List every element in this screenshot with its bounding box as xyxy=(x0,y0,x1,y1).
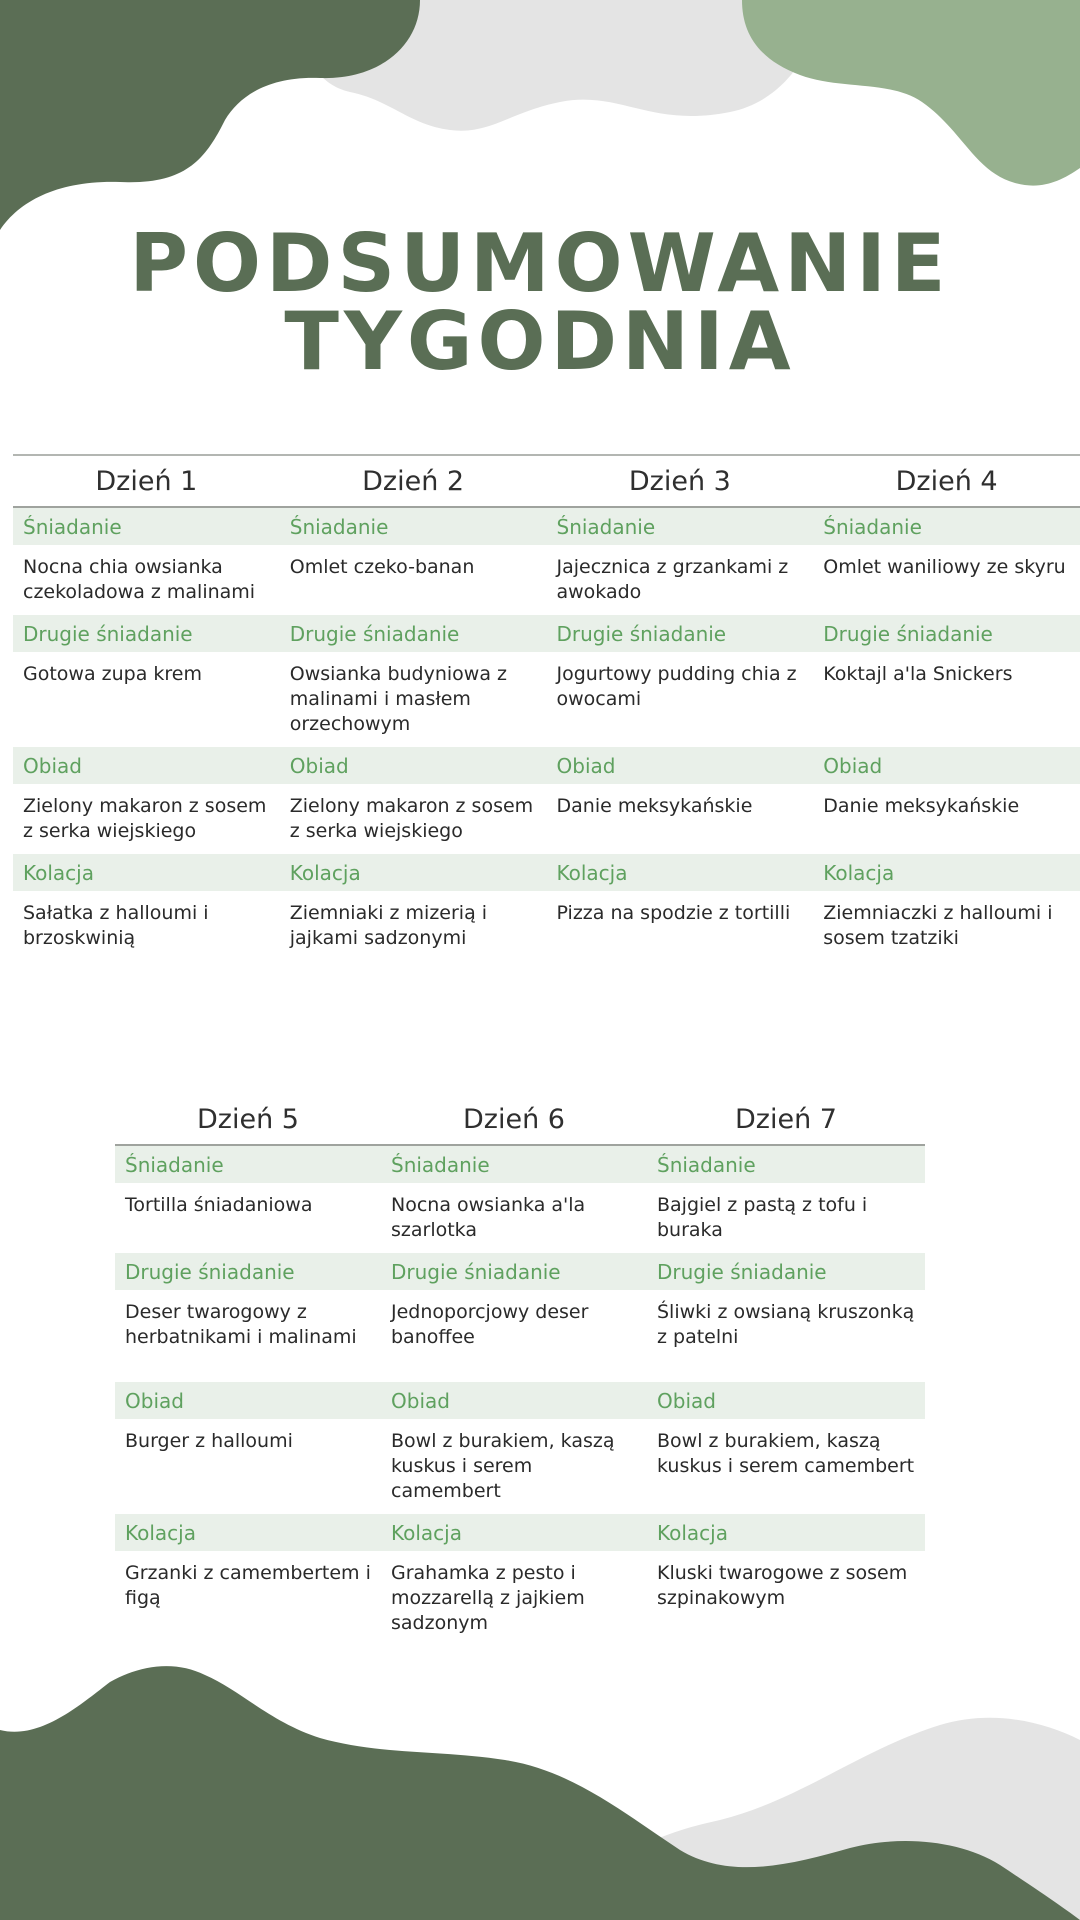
meal-label: Drugie śniadanie xyxy=(813,615,1080,652)
dish-cell: Grahamka z pesto i mozzarellą z jajkiem sadzonym xyxy=(391,1562,585,1634)
meal-label-row-lunch xyxy=(115,1382,925,1419)
day-header: Dzień 5 xyxy=(115,1094,381,1145)
dish-row-breakfast xyxy=(13,545,1080,615)
day-header: Dzień 2 xyxy=(280,455,547,507)
meal-label: Obiad xyxy=(647,1382,925,1419)
dish-row-breakfast xyxy=(115,1183,925,1253)
dish-cell: Burger z halloumi xyxy=(125,1430,293,1452)
day-header: Dzień 1 xyxy=(13,455,280,507)
meal-label: Śniadanie xyxy=(381,1145,647,1183)
meal-label-row-breakfast xyxy=(115,1145,925,1183)
meal-label: Kolacja xyxy=(647,1514,925,1551)
page-title xyxy=(0,217,1080,388)
page-title-line-1: PODSUMOWANIE xyxy=(129,217,951,310)
meal-label: Drugie śniadanie xyxy=(115,1253,381,1290)
dish-cell: Danie meksykańskie xyxy=(823,795,1020,817)
day-header-row xyxy=(13,455,1080,507)
meal-plan-table-days-5-7 xyxy=(115,1094,925,1646)
dish-cell: Bajgiel z pastą z tofu i buraka xyxy=(657,1194,868,1241)
meal-label: Drugie śniadanie xyxy=(13,615,280,652)
top-decoration xyxy=(0,0,1080,240)
dish-cell: Ziemniaki z mizerią i jajkami sadzonymi xyxy=(289,902,488,949)
meal-label: Drugie śniadanie xyxy=(280,615,547,652)
meal-label-row-breakfast xyxy=(13,507,1080,545)
dish-cell: Nocna chia owsianka czekoladowa z malinami xyxy=(23,556,256,603)
meal-label: Śniadanie xyxy=(813,507,1080,545)
day-header: Dzień 3 xyxy=(547,455,814,507)
dish-cell: Zielony makaron z sosem z serka wiejskiego xyxy=(289,795,534,842)
meal-label: Obiad xyxy=(115,1382,381,1419)
dish-cell: Koktajl a'la Snickers xyxy=(823,663,1013,685)
meal-label: Śniadanie xyxy=(13,507,280,545)
meal-label-row-lunch xyxy=(13,747,1080,784)
meal-label: Kolacja xyxy=(115,1514,381,1551)
dish-cell: Bowl z burakiem, kaszą kuskus i serem camembert xyxy=(657,1430,915,1477)
day-header: Dzień 4 xyxy=(813,455,1080,507)
meal-label: Kolacja xyxy=(547,854,814,891)
dish-cell: Deser twarogowy z herbatnikami i malinami xyxy=(125,1301,357,1348)
dish-cell: Grzanki z camembertem i figą xyxy=(125,1562,371,1609)
dish-cell: Zielony makaron z sosem z serka wiejskiego xyxy=(23,795,267,842)
meal-label: Obiad xyxy=(381,1382,647,1419)
dish-cell: Nocna owsianka a'la szarlotka xyxy=(391,1194,586,1241)
dish-cell: Owsianka budyniowa z malinami i masłem orzechowym xyxy=(289,663,508,735)
dish-row-second-breakfast xyxy=(13,652,1080,747)
top-left-green-wave xyxy=(0,0,420,230)
meal-label: Drugie śniadanie xyxy=(381,1253,647,1290)
meal-plan-table-days-1-4 xyxy=(13,454,1080,961)
dish-cell: Sałatka z halloumi i brzoskwinią xyxy=(23,902,209,949)
meal-label: Kolacja xyxy=(381,1514,647,1551)
dish-row-lunch xyxy=(115,1419,925,1514)
meal-label: Śniadanie xyxy=(115,1145,381,1183)
page-title-line-2: TYGODNIA xyxy=(284,295,796,388)
bottom-decoration xyxy=(0,1660,1080,1920)
dish-cell: Omlet czeko-banan xyxy=(289,556,475,578)
dish-row-dinner xyxy=(13,891,1080,961)
meal-label: Śniadanie xyxy=(547,507,814,545)
meal-label: Obiad xyxy=(13,747,280,784)
dish-row-lunch xyxy=(13,784,1080,854)
dish-cell: Jajecznica z grzankami z awokado xyxy=(556,556,789,603)
dish-cell: Bowl z burakiem, kaszą kuskus i serem camembert xyxy=(391,1430,615,1502)
meal-label: Drugie śniadanie xyxy=(547,615,814,652)
meal-label: Obiad xyxy=(813,747,1080,784)
day-header: Dzień 7 xyxy=(647,1094,925,1145)
meal-label: Drugie śniadanie xyxy=(647,1253,925,1290)
meal-label: Obiad xyxy=(547,747,814,784)
meal-label: Kolacja xyxy=(280,854,547,891)
dish-cell: Gotowa zupa krem xyxy=(23,663,202,685)
meal-label-row-second-breakfast xyxy=(13,615,1080,652)
day-header-row xyxy=(115,1094,925,1145)
dish-cell: Ziemniaczki z halloumi i sosem tzatziki xyxy=(823,902,1053,949)
meal-label-row-dinner xyxy=(115,1514,925,1551)
dish-cell: Omlet waniliowy ze skyru xyxy=(823,556,1066,578)
dish-cell: Tortilla śniadaniowa xyxy=(125,1194,313,1216)
dish-cell: Pizza na spodzie z tortilli xyxy=(556,902,791,924)
dish-row-dinner xyxy=(115,1551,925,1646)
meal-label: Obiad xyxy=(280,747,547,784)
dish-cell: Kluski twarogowe z sosem szpinakowym xyxy=(657,1562,908,1609)
day-header: Dzień 6 xyxy=(381,1094,647,1145)
meal-label-row-second-breakfast xyxy=(115,1253,925,1290)
top-right-green-wave xyxy=(742,0,1080,186)
meal-label: Śniadanie xyxy=(647,1145,925,1183)
dish-cell: Danie meksykańskie xyxy=(556,795,753,817)
meal-label: Kolacja xyxy=(813,854,1080,891)
meal-label: Kolacja xyxy=(13,854,280,891)
dish-cell: Jogurtowy pudding chia z owocami xyxy=(556,663,797,710)
dish-row-second-breakfast xyxy=(115,1290,925,1382)
dish-cell: Śliwki z owsianą kruszonką z patelni xyxy=(657,1301,915,1348)
meal-label: Śniadanie xyxy=(280,507,547,545)
dish-cell: Jednoporcjowy deser banoffee xyxy=(391,1301,589,1348)
meal-label-row-dinner xyxy=(13,854,1080,891)
